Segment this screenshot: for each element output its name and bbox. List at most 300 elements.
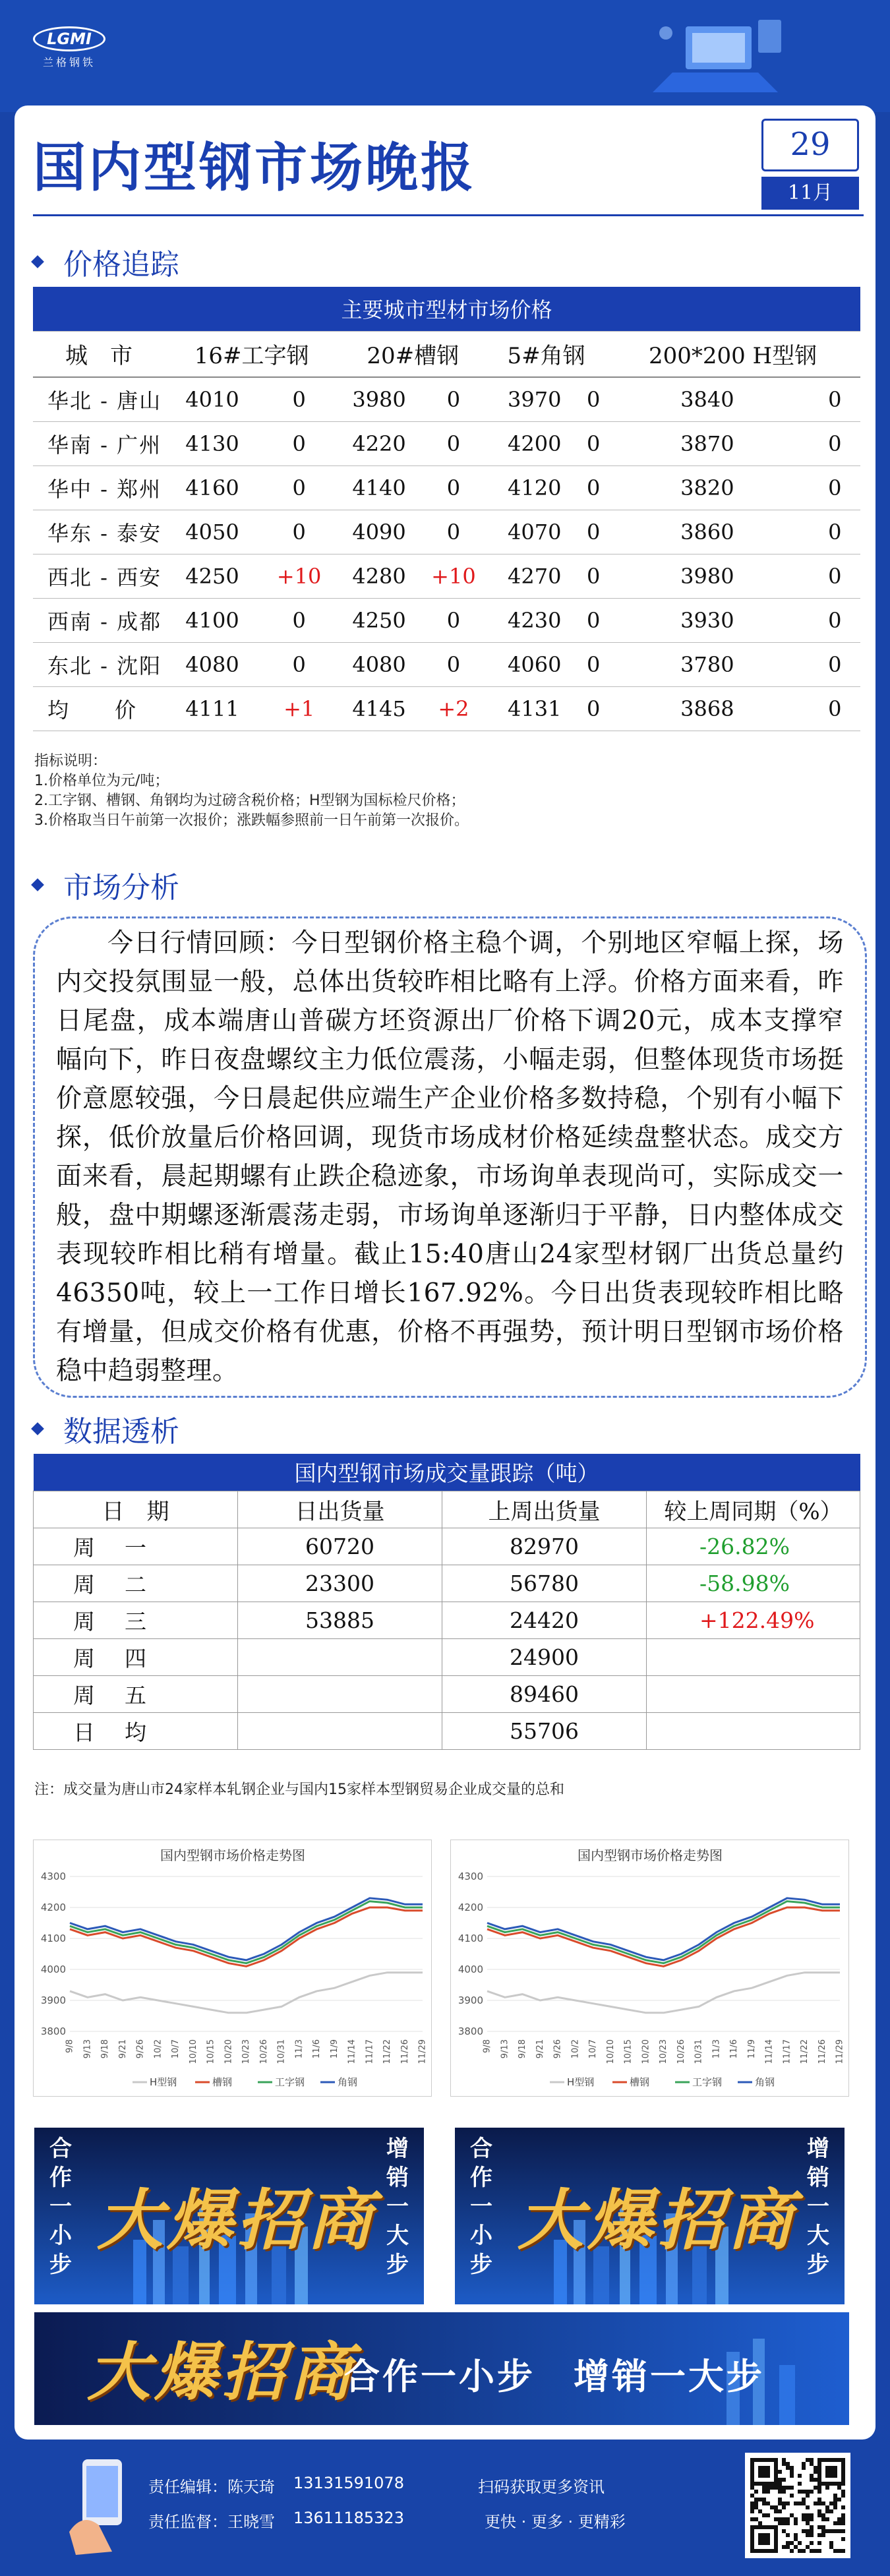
section-title: 数据透析 [63,1415,179,1449]
change-cell: 0 [810,642,860,686]
qr-module [770,2458,774,2462]
diamond-icon [31,1422,44,1435]
qr-module [750,2525,754,2529]
price-cell: 4131 [487,686,581,731]
x-tick-label: 11/3 [294,2039,305,2059]
city-cell: 华南 - 广州 [33,421,165,465]
promo-banner-left[interactable] [33,2126,425,2306]
y-tick-label: 3900 [458,1994,483,2006]
qr-module [825,2466,829,2470]
price-cell: 4230 [487,598,581,642]
series-line [487,1907,840,1966]
qr-module [790,2513,794,2517]
change-cell: 0 [810,510,860,554]
price-row [33,421,860,465]
qr-module [825,2474,829,2478]
qr-module [790,2470,794,2474]
qr-module [810,2513,814,2517]
qr-module [790,2486,794,2490]
qr-module [766,2486,770,2490]
qr-module [758,2482,762,2486]
qr-module [821,2517,825,2521]
date-day: 29 [761,119,859,171]
qr-module [821,2458,825,2462]
qr-module [794,2517,798,2521]
change-cell: 0 [260,510,338,554]
qr-module [782,2462,786,2466]
x-tick-label: 10/15 [623,2039,634,2064]
qr-module [786,2466,790,2470]
qr-module [774,2533,778,2537]
col-channel: 20#槽钢 [338,331,487,377]
qr-module [778,2501,782,2505]
change-cell: 0 [810,465,860,510]
x-tick-label: 11/22 [800,2039,810,2064]
x-tick-label: 9/18 [100,2039,110,2059]
price-table-caption: 主要城市型材市场价格 [33,287,860,331]
change-cell: 0 [420,598,487,642]
x-tick-label: 11/6 [312,2039,322,2059]
change-cell: 0 [581,465,605,510]
qr-module [750,2482,754,2486]
qr-module [766,2482,770,2486]
qr-module [754,2458,758,2462]
today-cell [238,1712,442,1749]
legend-label: 槽钢 [630,2076,650,2088]
qr-module [794,2545,798,2549]
price-cell: 4010 [165,377,260,421]
x-tick-label: 10/20 [223,2039,234,2064]
qr-module [774,2474,778,2478]
qr-module [774,2525,778,2529]
qr-module [829,2529,833,2533]
change-cell: 0 [810,598,860,642]
scan-prompt: 扫码获取更多资讯 [478,2478,605,2496]
qr-module [817,2474,821,2478]
qr-module [774,2537,778,2541]
qr-module [825,2529,829,2533]
price-cell: 3980 [338,377,419,421]
qr-module [786,2541,790,2545]
promo-banner-right[interactable] [454,2126,846,2306]
qr-module [798,2549,802,2553]
change-cell: 0 [581,510,605,554]
qr-module [833,2474,837,2478]
col-angle: 5#角钢 [487,331,605,377]
qr-module [810,2533,814,2537]
today-cell: 60720 [238,1528,442,1565]
qr-module [778,2478,782,2482]
price-cell: 3970 [487,377,581,421]
qr-module [798,2490,802,2494]
qr-module [758,2474,762,2478]
price-cell: 4250 [338,598,419,642]
title-divider [33,214,864,216]
qr-module [833,2505,837,2509]
qr-module [802,2549,806,2553]
qr-module [782,2458,786,2462]
qr-module [782,2545,786,2549]
change-cell: 0 [810,421,860,465]
qr-module [833,2470,837,2474]
brand-logo [33,26,105,69]
qr-module [750,2458,754,2462]
qr-module [778,2498,782,2501]
qr-module [750,2545,754,2549]
qr-module [782,2529,786,2533]
qr-module [762,2470,766,2474]
qr-module [774,2486,778,2490]
qr-module [786,2486,790,2490]
qr-module [766,2466,770,2470]
qr-module [766,2501,770,2505]
x-tick-label: 10/26 [258,2039,269,2064]
today-cell [238,1675,442,1712]
qr-module [806,2513,810,2517]
qr-module [841,2494,845,2498]
volume-table [33,1454,860,1750]
qr-module [841,2521,845,2525]
promo-banner-wide[interactable] [33,2311,850,2426]
chart-svg [451,1840,850,2097]
series-line [487,1973,840,2013]
x-tick-label: 10/26 [676,2039,686,2064]
qr-module [758,2466,762,2470]
qr-module [754,2501,758,2505]
qr-module [758,2525,762,2529]
legend-label: H型钢 [567,2076,595,2088]
col-h-beam: 200*200 H型钢 [605,331,860,377]
price-row [33,465,860,510]
section-data-header [33,1408,179,1450]
day-cell: 周 三 [34,1602,238,1638]
today-cell: 23300 [238,1565,442,1602]
banner-side-text-right: 增 销 一 大 步 [386,2136,409,2278]
qr-module [778,2521,782,2525]
qr-module [833,2549,837,2553]
banner-headline: 大爆招商 [518,2181,797,2259]
qr-module [750,2509,754,2513]
qr-module [750,2466,754,2470]
qr-module [782,2490,786,2494]
qr-module [802,2498,806,2501]
price-cell: 4060 [487,642,581,686]
qr-module [817,2525,821,2529]
qr-module [841,2517,845,2521]
section-price-header [33,241,179,283]
qr-module [806,2490,810,2494]
banner-side-text-left: 合 作 一 小 步 [470,2136,492,2278]
qr-module [829,2501,833,2505]
qr-module [841,2474,845,2478]
city-cell: 华中 - 郑州 [33,465,165,510]
x-tick-label: 11/26 [817,2039,827,2064]
y-tick-label: 4200 [40,1902,66,1913]
qr-module [814,2486,817,2490]
qr-module [774,2529,778,2533]
qr-module [841,2537,845,2541]
price-row [33,598,860,642]
x-tick-label: 10/23 [659,2039,668,2064]
qr-module [774,2478,778,2482]
qr-module [762,2482,766,2486]
chg-cell [647,1675,860,1712]
x-tick-label: 10/2 [570,2039,581,2059]
qr-module [778,2470,782,2474]
day-cell: 周 五 [34,1675,238,1712]
qr-module [766,2513,770,2517]
legend-label: H型钢 [150,2076,177,2088]
city-cell: 东北 - 沈阳 [33,642,165,686]
qr-module [814,2501,817,2505]
qr-module [758,2549,762,2553]
qr-module [758,2533,762,2537]
price-cell: 3870 [605,421,809,465]
change-cell: +10 [420,554,487,598]
qr-module [806,2529,810,2533]
qr-module [817,2478,821,2482]
qr-module [821,2482,825,2486]
price-row [33,377,860,421]
chart-svg [34,1840,432,2097]
y-tick-label: 3800 [40,2025,66,2037]
qr-module [806,2458,810,2462]
qr-module [802,2501,806,2505]
qr-code[interactable] [745,2453,850,2558]
qr-module [821,2533,825,2537]
change-cell: +1 [260,686,338,731]
qr-module [774,2517,778,2521]
qr-module [750,2494,754,2498]
note-line: 3.价格取当日午前第一次报价；涨跌幅参照前一日午前第一次报价。 [34,812,469,829]
last-cell: 56780 [442,1565,647,1602]
x-tick-label: 10/31 [276,2039,287,2064]
qr-module [766,2537,770,2541]
x-tick-label: 11/6 [729,2039,739,2059]
qr-module [766,2525,770,2529]
change-cell: 0 [260,377,338,421]
editor-phone: 13131591078 [293,2474,404,2492]
section-title: 价格追踪 [63,248,179,282]
qr-module [798,2501,802,2505]
qr-module [794,2533,798,2537]
chg-cell [647,1712,860,1749]
qr-module [817,2549,821,2553]
qr-module [754,2549,758,2553]
price-cell: 3868 [605,686,809,731]
series-line [70,1973,423,2013]
series-line [70,1907,423,1966]
qr-module [837,2458,841,2462]
price-cell: 4160 [165,465,260,510]
qr-module [758,2537,762,2541]
qr-module [778,2490,782,2494]
qr-module [802,2490,806,2494]
qr-module [762,2474,766,2478]
price-cell: 4080 [338,642,419,686]
banner-headline: 大爆招商 [97,2181,376,2259]
qr-module [762,2533,766,2537]
qr-module [758,2521,762,2525]
qr-module [814,2470,817,2474]
y-tick-label: 3800 [458,2025,483,2037]
change-cell: 0 [810,686,860,731]
x-tick-label: 10/20 [641,2039,651,2064]
qr-module [750,2529,754,2533]
qr-module [790,2541,794,2545]
qr-module [766,2474,770,2478]
change-cell: +2 [420,686,487,731]
change-cell: 0 [420,377,487,421]
x-tick-label: 11/17 [365,2039,375,2064]
x-tick-label: 11/22 [382,2039,392,2064]
qr-module [833,2501,837,2505]
qr-module [794,2521,798,2525]
qr-module [810,2478,814,2482]
qr-module [774,2509,778,2513]
laptop-illustration [646,7,791,105]
city-cell: 华东 - 泰安 [33,510,165,554]
qr-module [786,2517,790,2521]
logo-subtitle: 兰格钢铁 [42,56,96,69]
qr-module [774,2458,778,2462]
today-cell [238,1638,442,1675]
qr-module [806,2494,810,2498]
qr-module [833,2529,837,2533]
qr-module [829,2474,833,2478]
qr-module [750,2537,754,2541]
last-cell: 24900 [442,1638,647,1675]
qr-module [806,2505,810,2509]
banner-side-text-left: 合 作 一 小 步 [49,2136,72,2278]
qr-module [810,2525,814,2529]
qr-module [758,2541,762,2545]
qr-module [778,2509,782,2513]
qr-module [782,2505,786,2509]
qr-module [821,2501,825,2505]
qr-module [829,2470,833,2474]
volume-row [34,1528,860,1565]
x-tick-label: 9/26 [135,2039,146,2059]
analysis-paragraph: 今日行情回顾：今日型钢价格主稳个调，个别地区窄幅上探，场内交投氛围显一般，总体出货较昨相比略有上浮。价格方面来看，昨日尾盘，成本端唐山普碳方坯资源出厂价格下调20元，成本支撑窄幅向下，昨日夜盘螺纹主力低位震荡，小幅走弱，但整体现货市场挺价意愿较强，今日晨起供应端生产企业价格多数持稳，个别有小幅下探，低价放量后价格回调，现货市场成材价格延续盘整状态。成交方面来看，晨起期螺有止跌企稳迹象，市场询单表现尚可，实际成交一般，盘中期螺逐渐震荡走弱，市场询单逐渐归于平静，日内整体成交表现较昨相比稍有增量。截止15:40唐山24家型材钢厂出货总量约46350吨，较上一工作日增长167.92%。今日出货表现较昨相比略有增量，但成交价格有优惠，价格不再强势，预计明日型钢市场价格稳中趋弱整理。 [56,928,844,1386]
qr-module [829,2458,833,2462]
x-tick-label: 10/31 [694,2039,704,2064]
section-analysis-header [33,864,179,906]
change-cell: +10 [260,554,338,598]
volume-row [34,1638,860,1675]
change-cell: 0 [420,465,487,510]
x-tick-label: 9/26 [552,2039,563,2059]
qr-module [782,2478,786,2482]
y-tick-label: 4100 [458,1932,483,1944]
x-tick-label: 10/10 [188,2039,198,2064]
qr-module [794,2537,798,2541]
price-cell: 4145 [338,686,419,731]
qr-module [825,2458,829,2462]
price-cell: 4200 [487,421,581,465]
qr-module [841,2458,845,2462]
qr-module [817,2541,821,2545]
price-cell: 4111 [165,686,260,731]
supervisor-phone: 13611185323 [293,2509,404,2527]
change-cell: 0 [420,642,487,686]
city-cell: 均 价 [33,686,165,731]
qr-module [841,2505,845,2509]
qr-module [766,2533,770,2537]
last-cell: 82970 [442,1528,647,1565]
volume-note: 注：成交量为唐山市24家样本轧钢企业与国内15家样本型钢贸易企业成交量的总和 [34,1782,564,1798]
qr-module [750,2517,754,2521]
change-cell: 0 [581,598,605,642]
qr-module [758,2470,762,2474]
qr-module [758,2498,762,2501]
qr-module [762,2537,766,2541]
volume-table-header [34,1491,860,1528]
qr-module [766,2458,770,2462]
qr-module [798,2482,802,2486]
price-cell: 4070 [487,510,581,554]
last-cell: 89460 [442,1675,647,1712]
qr-module [782,2501,786,2505]
qr-module [817,2486,821,2490]
price-table-header [33,331,860,377]
chart-title: 国内型钢市场价格走势图 [160,1847,305,1863]
qr-module [841,2482,845,2486]
price-cell: 3840 [605,377,809,421]
qr-module [817,2482,821,2486]
price-row [33,686,860,731]
chart-title: 国内型钢市场价格走势图 [578,1847,723,1863]
qr-module [762,2541,766,2545]
qr-module [825,2517,829,2521]
chg-cell [647,1638,860,1675]
qr-module [762,2490,766,2494]
qr-module [806,2545,810,2549]
qr-module [766,2470,770,2474]
col-city: 城 市 [33,331,165,377]
qr-module [841,2529,845,2533]
qr-module [786,2521,790,2525]
qr-module [810,2541,814,2545]
x-tick-label: 9/18 [518,2039,527,2059]
x-tick-label: 9/8 [482,2039,492,2053]
qr-module [825,2486,829,2490]
note-line: 1.价格单位为元/吨； [34,773,169,789]
qr-module [814,2466,817,2470]
volume-row [34,1675,860,1712]
col-change: 较上周同期（%） [647,1491,860,1528]
qr-module [841,2513,845,2517]
note-line: 指标说明： [34,753,107,769]
qr-module [786,2533,790,2537]
qr-module [841,2549,845,2553]
qr-module [814,2478,817,2482]
x-tick-label: 9/21 [117,2039,128,2059]
logo-mark: LGMI [33,26,105,51]
qr-module [750,2533,754,2537]
col-last-week: 上周出货量 [442,1491,647,1528]
qr-module [754,2498,758,2501]
qr-module [786,2501,790,2505]
qr-module [754,2517,758,2521]
x-tick-label: 11/3 [711,2039,722,2059]
analysis-box [33,916,867,1398]
footer-slogan: 更快 · 更多 · 更精彩 [485,2513,626,2531]
change-cell: 0 [420,421,487,465]
x-tick-label: 11/9 [746,2039,757,2059]
y-tick-label: 4000 [458,1963,483,1975]
qr-module [802,2517,806,2521]
